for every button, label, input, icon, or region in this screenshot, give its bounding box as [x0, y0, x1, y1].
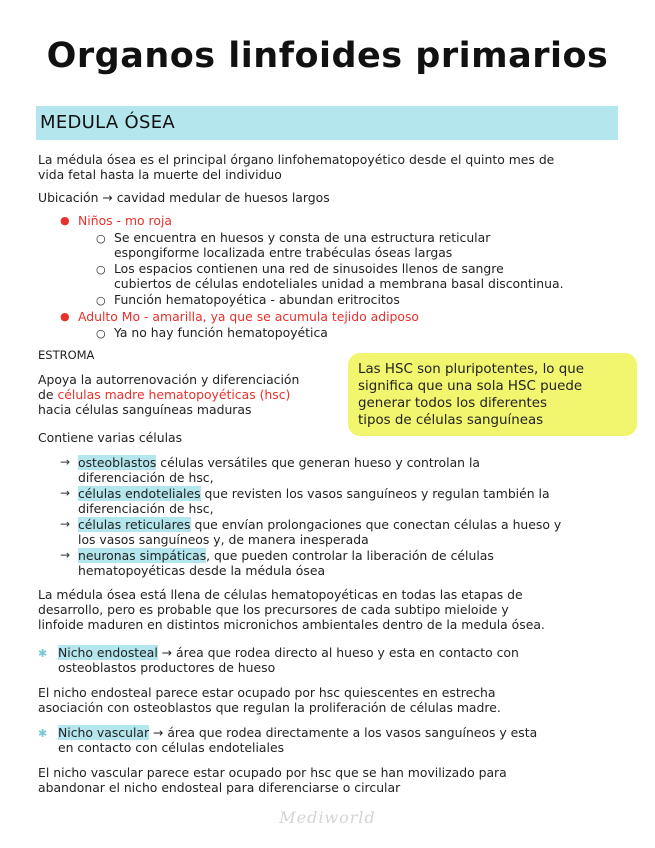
cell-item-1	[78, 455, 480, 470]
arrow-right-icon: →	[60, 455, 71, 469]
cell-item-3-l2: los vasos sanguíneos y, de manera inesperada	[78, 532, 369, 547]
ninos-sub-2-l2: cubiertos de células endoteliales unidad a membrana basal discontinua.	[114, 276, 564, 291]
arrow-right-icon: →	[60, 548, 71, 562]
para1-line-1: La médula ósea está llena de células hematopoyéticas en todas las etapas de	[38, 587, 523, 602]
callout-line-3: generar todos los diferentes	[358, 396, 548, 411]
callout-line-1: Las HSC son pluripotentes, lo que	[358, 362, 584, 377]
intro-line-1: La médula ósea es el principal órgano linfohematopoyético desde el quinto mes de	[38, 152, 555, 167]
para1-line-3: linfoide maduren en distintos micronichos ambientales dentro de la medula ósea.	[38, 617, 545, 632]
ninos-sub-3-l1: Función hematopoyética - abundan eritrocitos	[114, 292, 400, 307]
cell-term: células reticulares	[78, 517, 191, 532]
cell-term: osteoblastos	[78, 455, 157, 470]
nicho-endosteal-l2: osteoblastos productores de hueso	[58, 660, 276, 675]
cell-item-1-l2: diferenciación de hsc,	[78, 470, 214, 485]
section-heading: MEDULA ÓSEA	[40, 112, 175, 133]
bullet-dot-icon: ●	[60, 214, 70, 227]
nicho-vascular-term: Nicho vascular	[58, 725, 150, 740]
para2-line-2: asociación con osteoblastos que regulan la proliferación de células madre.	[38, 700, 501, 715]
intro-line-2: vida fetal hasta la muerte del individuo	[38, 167, 282, 182]
cell-item-3	[78, 517, 561, 532]
ninos-sub-1-l2: espongiforme localizada entre trabéculas óseas largas	[114, 245, 453, 260]
watermark-logo: Mediworld	[279, 808, 376, 827]
cell-item-2-l2: diferenciación de hsc,	[78, 501, 214, 516]
estroma-heading: ESTROMA	[38, 348, 95, 362]
cell-desc: que envían prolongaciones que conectan células a hueso y	[190, 517, 562, 532]
estroma-line-3: hacia células sanguíneas maduras	[38, 402, 252, 417]
star-bullet-icon: ✱	[38, 727, 48, 740]
sub-bullet-circle-icon: ○	[96, 294, 106, 307]
nicho-endosteal-desc: → área que rodea directo al hueso y esta en contacto con	[157, 645, 519, 660]
estroma-hsc-term: células madre hematopoyéticas (hsc)	[57, 387, 291, 402]
sub-bullet-circle-icon: ○	[96, 263, 106, 276]
sub-bullet-circle-icon: ○	[96, 232, 106, 245]
arrow-right-icon: →	[60, 486, 71, 500]
cell-item-4	[78, 548, 494, 563]
sub-bullet-circle-icon: ○	[96, 327, 106, 340]
cell-term: neuronas simpáticas	[78, 548, 207, 563]
para1-line-2: desarrollo, pero es probable que los precursores de cada subtipo mieloide y	[38, 602, 509, 617]
ninos-sub-2-l1: Los espacios contienen una red de sinusoides llenos de sangre	[114, 261, 504, 276]
para3-line-1: El nicho vascular parece estar ocupado por hsc que se han movilizado para	[38, 765, 507, 780]
adulto-sub: Ya no hay función hematopoyética	[114, 325, 328, 340]
ninos-sub-1-l1: Se encuentra en huesos y consta de una estructura reticular	[114, 230, 491, 245]
cell-item-2	[78, 486, 550, 501]
estroma-line-2-prefix: de	[38, 387, 58, 402]
star-bullet-icon: ✱	[38, 647, 48, 660]
contiene-text: Contiene varias células	[38, 430, 183, 445]
nicho-endosteal	[58, 645, 519, 660]
para3-line-2: abandonar el nicho endosteal para diferenciarse o circular	[38, 780, 401, 795]
cell-item-4-l2: hematopoyéticas desde la médula ósea	[78, 563, 326, 578]
estroma-line-2	[38, 387, 290, 402]
callout-text	[358, 361, 628, 429]
arrow-right-icon: →	[60, 517, 71, 531]
cell-term: células endoteliales	[78, 486, 201, 501]
nicho-endosteal-term: Nicho endosteal	[58, 645, 158, 660]
ubicacion-text: Ubicación → cavidad medular de huesos largos	[38, 190, 330, 205]
nicho-vascular-desc: → área que rodea directamente a los vasos sanguíneos y esta	[149, 725, 538, 740]
cell-desc: , que pueden controlar la liberación de células	[206, 548, 494, 563]
para2-line-1: El nicho endosteal parece estar ocupado por hsc quiescentes en estrecha	[38, 685, 496, 700]
nicho-vascular-l2: en contacto con células endoteliales	[58, 740, 285, 755]
nicho-vascular	[58, 725, 537, 740]
callout-line-4: tipos de células sanguíneas	[358, 413, 544, 428]
adulto-label: Adulto Mo - amarilla, ya que se acumula tejido adiposo	[78, 309, 420, 324]
page-title: Organos linfoides primarios	[46, 36, 609, 76]
bullet-dot-icon: ●	[60, 310, 70, 323]
callout-line-2: significa que una sola HSC puede	[358, 379, 583, 394]
cell-desc: que revisten los vasos sanguíneos y regulan también la	[200, 486, 550, 501]
estroma-line-1: Apoya la autorrenovación y diferenciación	[38, 372, 300, 387]
ninos-label: Niños - mo roja	[78, 213, 172, 228]
cell-desc: células versátiles que generan hueso y controlan la	[156, 455, 480, 470]
